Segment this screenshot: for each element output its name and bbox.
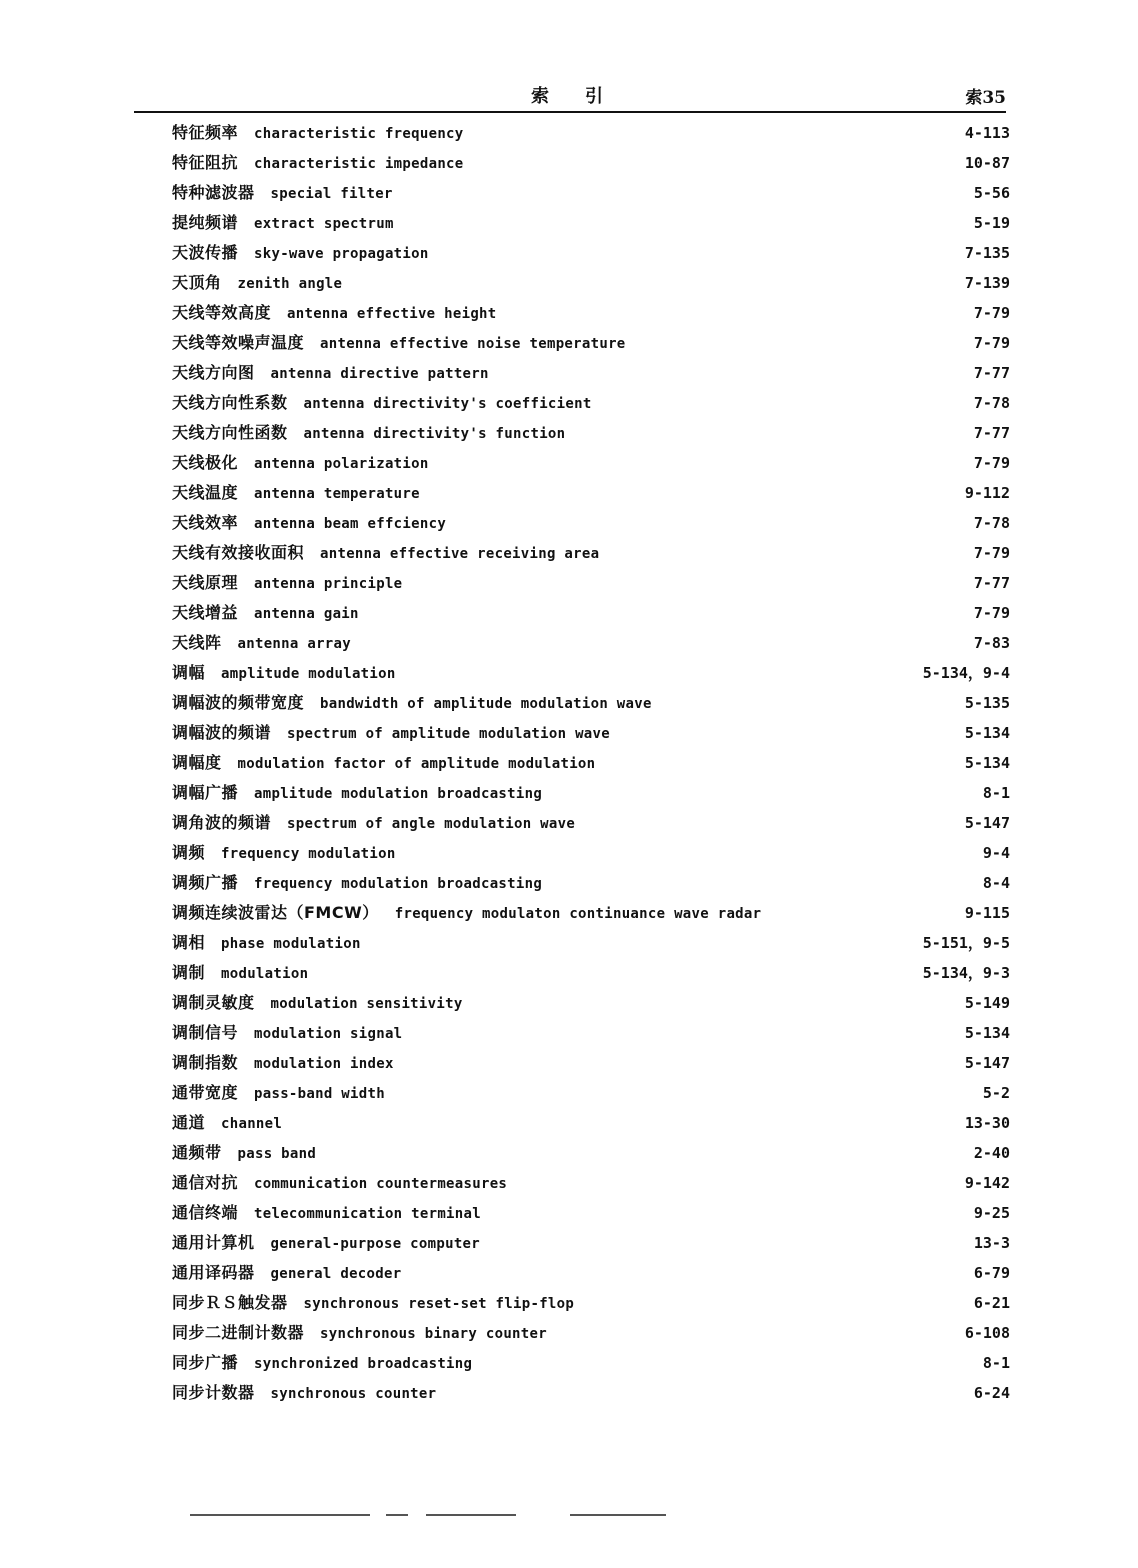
entry-page-reference: 5-147 (964, 814, 1010, 832)
entry-term-english: modulation sensitivity (270, 996, 463, 1012)
index-entry (172, 538, 1012, 568)
entry-term-english: antenna effective height (287, 306, 497, 322)
entry-page-reference: 5-135 (964, 694, 1010, 712)
index-entry (172, 1018, 1012, 1048)
entry-term-chinese: 通用计算机 (172, 1233, 255, 1252)
index-entry (172, 1318, 1012, 1348)
entry-term-chinese: 调频 (172, 843, 206, 862)
entry-page-reference: 7-79 (973, 604, 1010, 622)
entry-term-chinese: 调幅度 (172, 753, 222, 772)
entry-term-english: modulation (221, 966, 309, 982)
entry-page-reference: 7-135 (964, 244, 1010, 262)
entry-page-reference: 7-78 (973, 514, 1010, 532)
index-entry (172, 208, 1012, 238)
entry-page-reference: 7-83 (973, 634, 1010, 652)
index-entry (172, 658, 1012, 688)
entry-page-reference: 7-79 (973, 334, 1010, 352)
entry-page-reference: 7-79 (973, 304, 1010, 322)
index-entry (172, 448, 1012, 478)
entry-page-reference: 7-77 (973, 364, 1010, 382)
entry-term-chinese: 特种滤波器 (172, 183, 255, 202)
entry-page-reference: 5-151，9-5 (922, 934, 1010, 952)
entry-page-reference: 5-134，9-4 (922, 664, 1010, 682)
entry-term-english: general-purpose computer (270, 1236, 481, 1252)
entry-term-english: spectrum of angle modulation wave (287, 816, 576, 832)
entry-term-english: general decoder (270, 1266, 402, 1282)
entry-term-chinese: 调制指数 (172, 1053, 239, 1072)
entry-term-english: communication countermeasures (254, 1176, 508, 1192)
entry-term-english: pass-band width (254, 1086, 385, 1102)
entry-term-english: modulation factor of amplitude modulation (237, 756, 596, 772)
entry-term-chinese: 提纯频谱 (172, 213, 239, 232)
index-entry (172, 808, 1012, 838)
entry-page-reference: 4-113 (964, 124, 1010, 142)
entry-page-reference: 7-77 (973, 574, 1010, 592)
index-entry (172, 1258, 1012, 1288)
entry-term-english: characteristic impedance (254, 156, 464, 172)
entry-term-english: extract spectrum (254, 216, 394, 232)
entry-term-chinese: 调频广播 (172, 873, 239, 892)
entry-term-chinese: 天线等效噪声温度 (172, 333, 305, 352)
index-entry (172, 148, 1012, 178)
index-entry (172, 838, 1012, 868)
entry-term-english: modulation signal (254, 1026, 403, 1042)
entry-page-reference: 5-134 (964, 754, 1010, 772)
entry-term-chinese: 调幅 (172, 663, 206, 682)
entry-term-chinese: 天线方向性系数 (172, 393, 288, 412)
index-entry (172, 418, 1012, 448)
entry-term-english: antenna beam effciency (254, 516, 447, 532)
entry-page-reference: 10-87 (964, 154, 1010, 172)
entry-term-chinese: 调制 (172, 963, 206, 982)
entry-term-english: antenna array (237, 636, 351, 652)
entry-term-english: modulation index (254, 1056, 394, 1072)
entry-page-reference: 9-25 (973, 1204, 1010, 1222)
entry-page-reference: 13-30 (964, 1114, 1010, 1132)
index-entry (172, 958, 1012, 988)
entry-page-reference: 5-134，9-3 (922, 964, 1010, 982)
entry-page-reference: 6-79 (973, 1264, 1010, 1282)
entry-page-reference: 6-24 (973, 1384, 1010, 1402)
index-entry-list (172, 118, 1012, 1408)
index-entry (172, 898, 1012, 928)
entry-term-english: synchronous counter (270, 1386, 437, 1402)
entry-term-english: telecommunication terminal (254, 1206, 481, 1222)
entry-term-chinese: 特征频率 (172, 123, 239, 142)
entry-term-chinese: 通用译码器 (172, 1263, 255, 1282)
entry-term-chinese: 调幅波的频带宽度 (172, 693, 305, 712)
footer-divider (190, 1512, 710, 1518)
entry-page-reference: 5-134 (964, 724, 1010, 742)
entry-term-chinese: 特征阻抗 (172, 153, 239, 172)
entry-term-english: special filter (270, 186, 393, 202)
entry-term-english: antenna principle (254, 576, 403, 592)
entry-page-reference: 8-4 (982, 874, 1010, 892)
entry-term-english: antenna effective receiving area (320, 546, 600, 562)
entry-term-english: amplitude modulation (221, 666, 396, 682)
entry-page-reference: 13-3 (973, 1234, 1010, 1252)
entry-term-chinese: 调制灵敏度 (172, 993, 255, 1012)
index-entry (172, 688, 1012, 718)
entry-term-english: antenna polarization (254, 456, 429, 472)
index-entry (172, 1078, 1012, 1108)
entry-page-reference: 7-79 (973, 454, 1010, 472)
index-entry (172, 118, 1012, 148)
entry-page-reference: 6-108 (964, 1324, 1010, 1342)
index-entry (172, 478, 1012, 508)
index-entry (172, 1228, 1012, 1258)
entry-term-english: antenna directive pattern (270, 366, 489, 382)
entry-term-english: sky-wave propagation (254, 246, 429, 262)
entry-term-english: characteristic frequency (254, 126, 464, 142)
entry-page-reference: 5-149 (964, 994, 1010, 1012)
entry-term-english: antenna temperature (254, 486, 420, 502)
entry-term-chinese: 同步二进制计数器 (172, 1323, 305, 1342)
entry-term-chinese: 通带宽度 (172, 1083, 239, 1102)
entry-term-chinese: 调幅波的频谱 (172, 723, 272, 742)
index-entry (172, 718, 1012, 748)
entry-page-reference: 9-142 (964, 1174, 1010, 1192)
entry-page-reference: 5-134 (964, 1024, 1010, 1042)
index-entry (172, 748, 1012, 778)
entry-term-chinese: 调频连续波雷达（FMCW） (172, 903, 379, 922)
entry-term-english: synchronous reset-set flip-flop (303, 1296, 575, 1312)
index-entry (172, 1198, 1012, 1228)
entry-term-chinese: 通频带 (172, 1143, 222, 1162)
index-entry (172, 1138, 1012, 1168)
page-title: 索 引 (531, 86, 603, 107)
entry-term-chinese: 天线极化 (172, 453, 239, 472)
entry-term-chinese: 天线方向性函数 (172, 423, 288, 442)
entry-page-reference: 5-147 (964, 1054, 1010, 1072)
index-entry (172, 298, 1012, 328)
index-entry (172, 1348, 1012, 1378)
entry-term-english: spectrum of amplitude modulation wave (287, 726, 610, 742)
index-entry (172, 238, 1012, 268)
header-divider (134, 111, 1006, 113)
entry-page-reference: 8-1 (982, 1354, 1010, 1372)
index-entry (172, 328, 1012, 358)
entry-page-reference: 5-2 (982, 1084, 1010, 1102)
index-entry (172, 568, 1012, 598)
entry-page-reference: 9-115 (964, 904, 1010, 922)
entry-term-english: antenna directivity's function (303, 426, 566, 442)
entry-term-chinese: 天波传播 (172, 243, 239, 262)
entry-term-chinese: 天线温度 (172, 483, 239, 502)
page-header (134, 80, 1006, 110)
page-number: 索35 (965, 88, 1006, 108)
index-entry (172, 1288, 1012, 1318)
index-entry (172, 628, 1012, 658)
entry-term-chinese: 天线阵 (172, 633, 222, 652)
entry-term-english: frequency modulaton continuance wave radar (394, 906, 762, 922)
index-entry (172, 1168, 1012, 1198)
index-entry (172, 868, 1012, 898)
entry-term-chinese: 天线等效高度 (172, 303, 272, 322)
entry-page-reference: 8-1 (982, 784, 1010, 802)
entry-term-english: bandwidth of amplitude modulation wave (320, 696, 652, 712)
entry-term-english: antenna gain (254, 606, 359, 622)
entry-term-chinese: 通信对抗 (172, 1173, 239, 1192)
index-entry (172, 778, 1012, 808)
entry-page-reference: 7-77 (973, 424, 1010, 442)
entry-page-reference: 9-112 (964, 484, 1010, 502)
index-entry (172, 508, 1012, 538)
index-entry (172, 388, 1012, 418)
entry-term-chinese: 调制信号 (172, 1023, 239, 1042)
entry-page-reference: 7-139 (964, 274, 1010, 292)
index-entry (172, 928, 1012, 958)
index-entry (172, 268, 1012, 298)
entry-term-chinese: 天线原理 (172, 573, 239, 592)
index-entry (172, 598, 1012, 628)
index-entry (172, 358, 1012, 388)
entry-page-reference: 7-79 (973, 544, 1010, 562)
entry-term-english: pass band (237, 1146, 317, 1162)
entry-page-reference: 7-78 (973, 394, 1010, 412)
entry-term-chinese: 同步广播 (172, 1353, 239, 1372)
entry-term-chinese: 调角波的频谱 (172, 813, 272, 832)
entry-term-english: synchronized broadcasting (254, 1356, 473, 1372)
entry-term-english: synchronous binary counter (320, 1326, 547, 1342)
entry-page-reference: 2-40 (973, 1144, 1010, 1162)
entry-term-english: frequency modulation broadcasting (254, 876, 543, 892)
entry-term-english: antenna effective noise temperature (320, 336, 626, 352)
index-entry (172, 988, 1012, 1018)
entry-term-english: antenna directivity's coefficient (303, 396, 592, 412)
entry-term-chinese: 调幅广播 (172, 783, 239, 802)
index-entry (172, 1378, 1012, 1408)
entry-page-reference: 5-19 (973, 214, 1010, 232)
index-entry (172, 1108, 1012, 1138)
entry-page-reference: 9-4 (982, 844, 1010, 862)
entry-term-chinese: 通信终端 (172, 1203, 239, 1222)
entry-term-english: channel (221, 1116, 283, 1132)
entry-term-english: zenith angle (237, 276, 343, 292)
entry-term-chinese: 调相 (172, 933, 206, 952)
entry-term-chinese: 天线方向图 (172, 363, 255, 382)
entry-term-chinese: 天线有效接收面积 (172, 543, 305, 562)
entry-term-english: frequency modulation (221, 846, 396, 862)
entry-term-chinese: 天线增益 (172, 603, 239, 622)
entry-term-chinese: 天线效率 (172, 513, 239, 532)
index-entry (172, 178, 1012, 208)
entry-term-english: amplitude modulation broadcasting (254, 786, 543, 802)
index-entry (172, 1048, 1012, 1078)
entry-term-chinese: 通道 (172, 1113, 206, 1132)
entry-term-chinese: 同步ＲＳ触发器 (172, 1293, 288, 1312)
entry-term-chinese: 天顶角 (172, 273, 222, 292)
entry-page-reference: 6-21 (973, 1294, 1010, 1312)
entry-term-chinese: 同步计数器 (172, 1383, 255, 1402)
entry-page-reference: 5-56 (973, 184, 1010, 202)
entry-term-english: phase modulation (221, 936, 361, 952)
